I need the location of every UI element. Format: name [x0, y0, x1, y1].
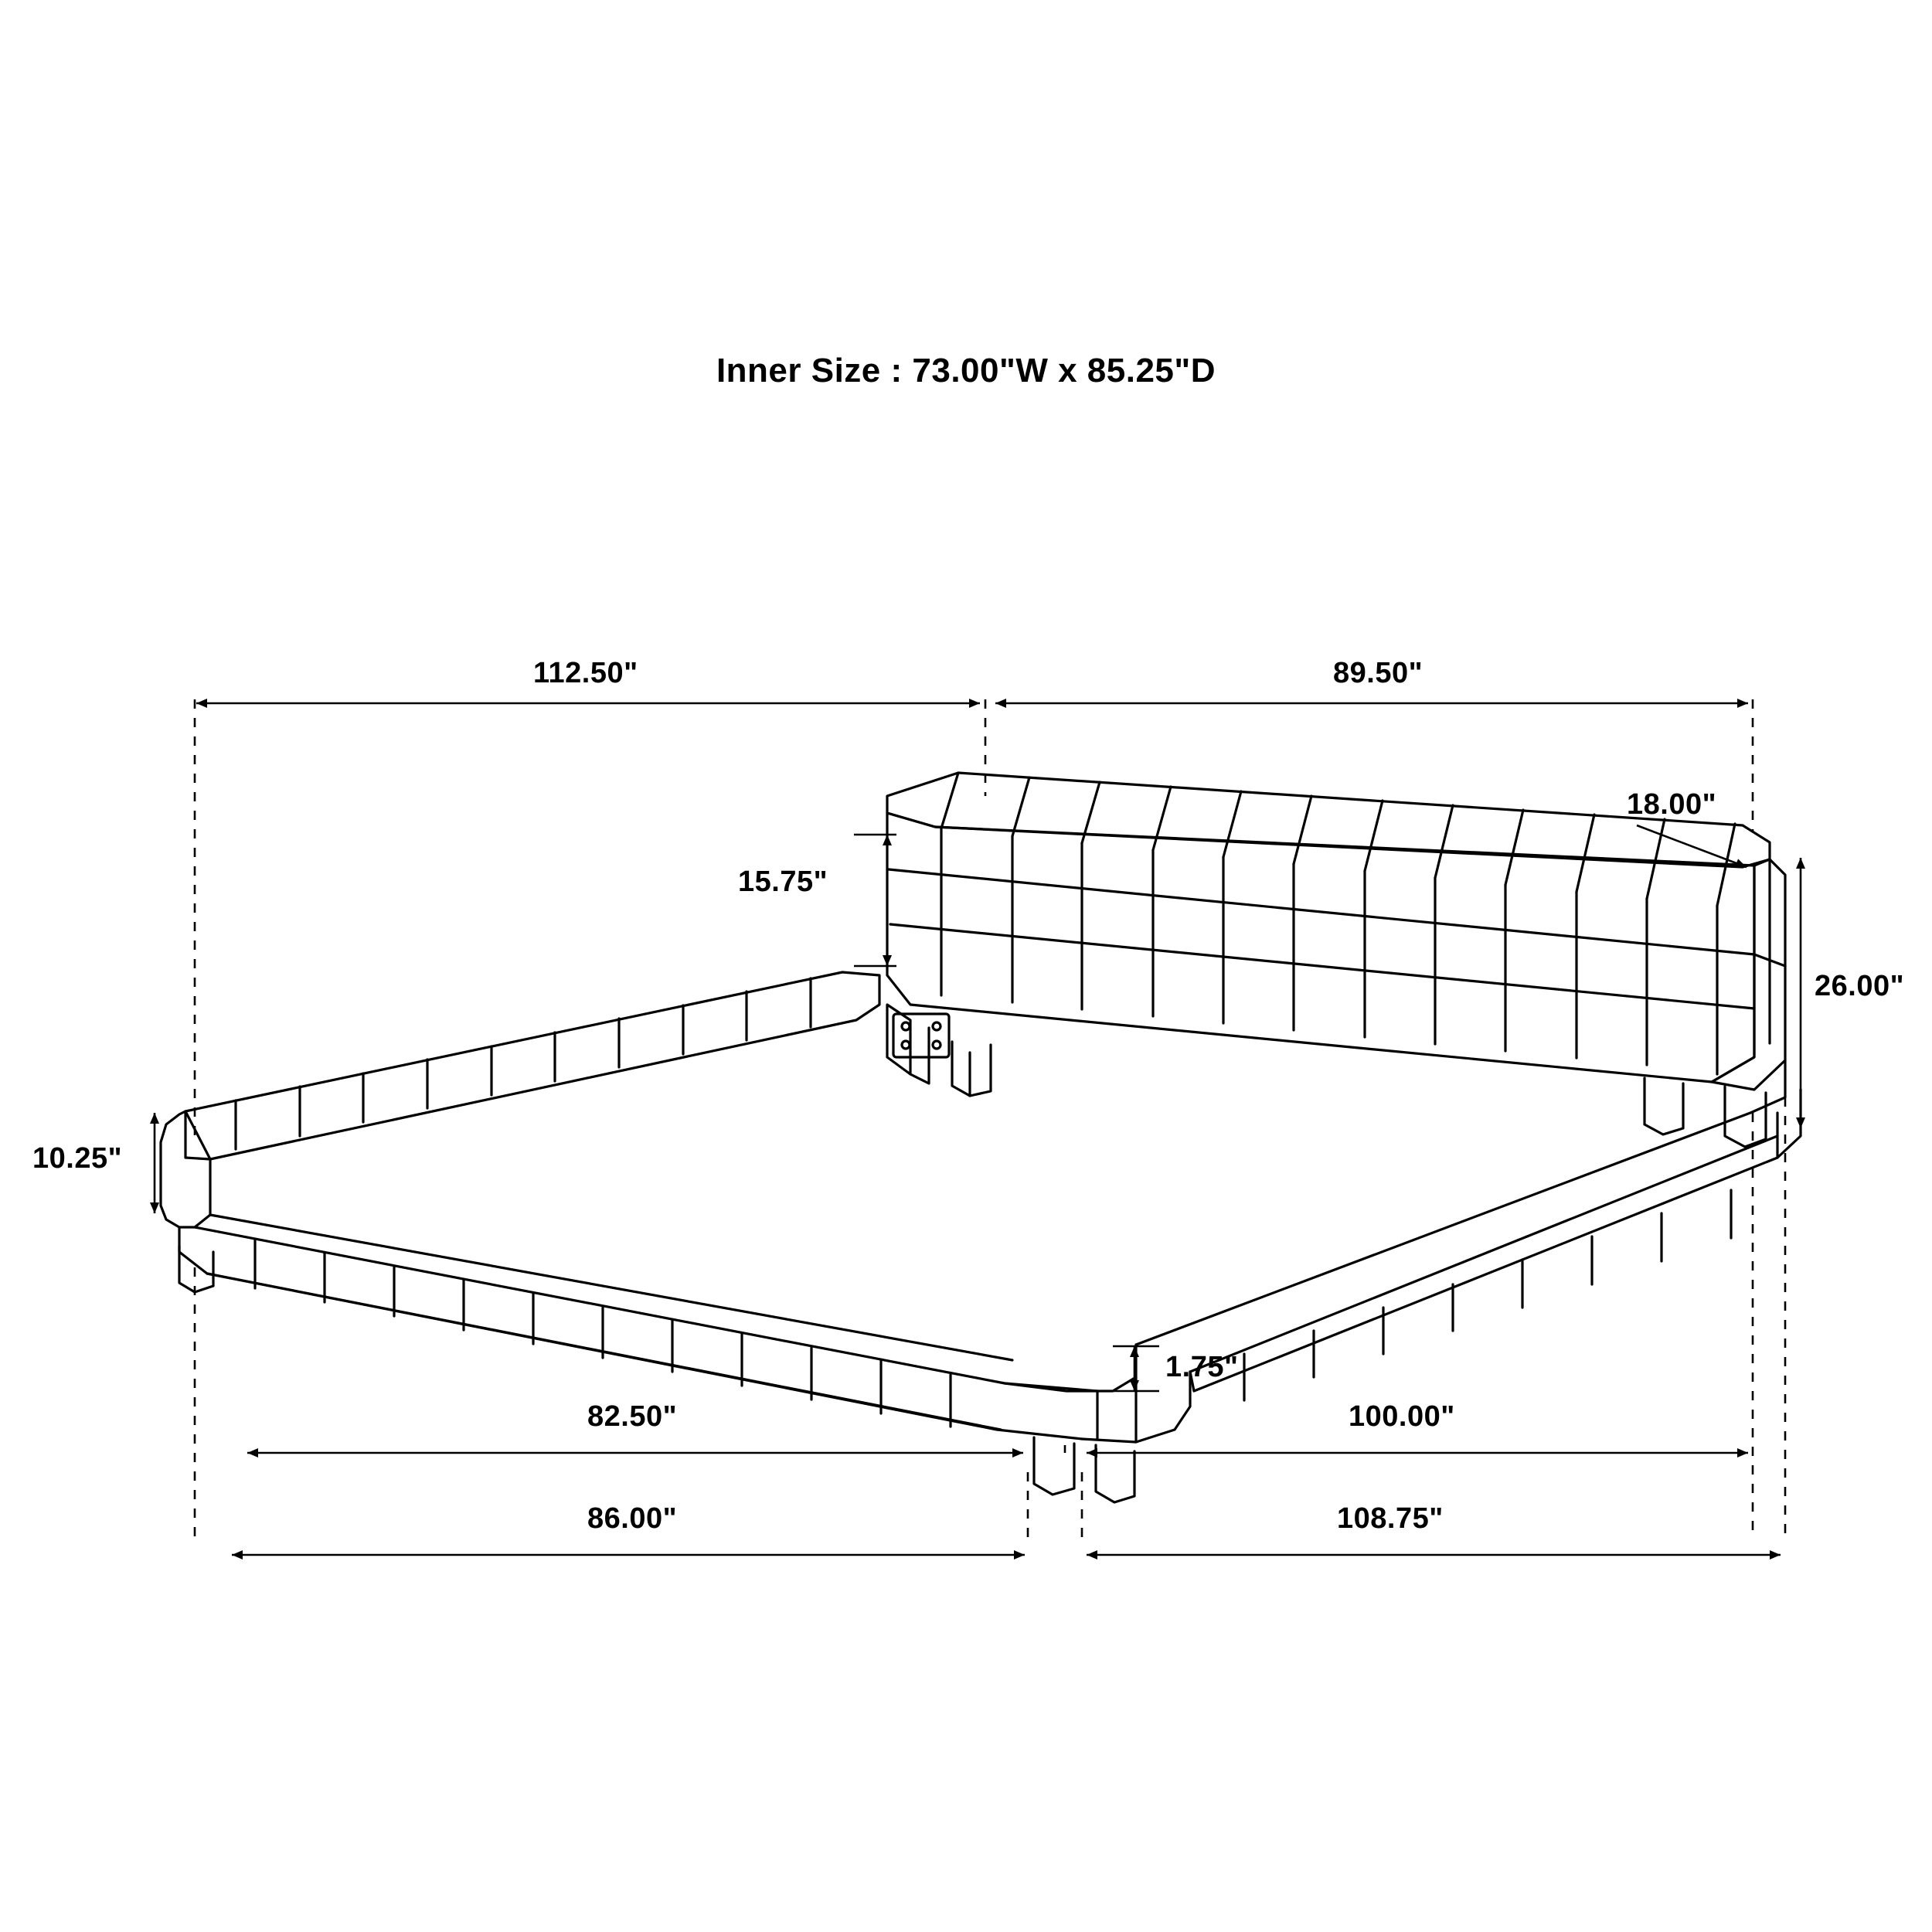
dim-label-18-00: 18.00"	[1627, 788, 1717, 821]
dim-label-86-00: 86.00"	[587, 1502, 678, 1535]
dim-label-15-75: 15.75"	[738, 866, 828, 898]
dim-label-100-00: 100.00"	[1349, 1400, 1455, 1433]
dim-label-26-00: 26.00"	[1815, 970, 1905, 1002]
dim-label-89-50: 89.50"	[1333, 657, 1423, 689]
page-title: Inner Size : 73.00"W x 85.25"D	[716, 352, 1216, 389]
bed-outline-group	[161, 773, 1801, 1502]
dim-label-82-50: 82.50"	[587, 1400, 678, 1433]
dim-label-108-75: 108.75"	[1337, 1502, 1444, 1535]
dim-label-112-50: 112.50"	[533, 657, 638, 689]
dim-label-10-25: 10.25"	[32, 1142, 123, 1175]
dim-label-1-75: 1.75"	[1165, 1351, 1239, 1383]
